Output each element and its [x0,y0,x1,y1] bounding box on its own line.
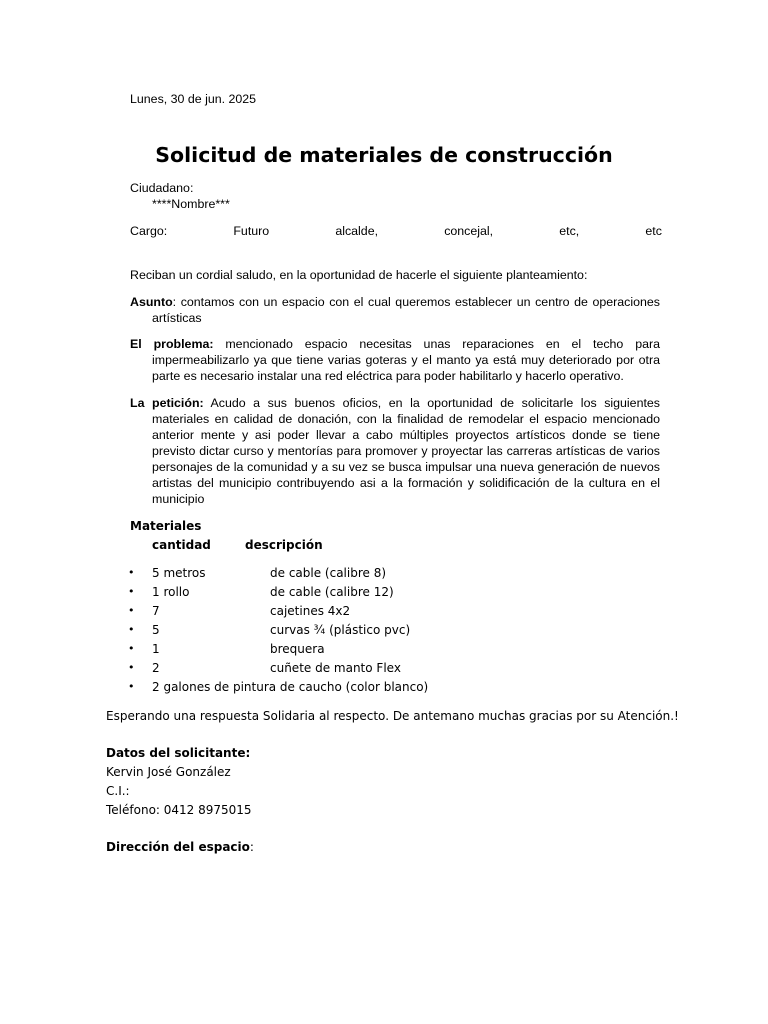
item-descripcion: de cable (calibre 12) [270,585,394,599]
cargo-line [130,224,662,238]
cargo-word: Futuro [233,224,270,238]
direccion-label: Dirección del espacio [106,840,250,854]
list-item [0,680,768,698]
list-item [0,642,768,660]
cargo-word: etc [645,224,662,238]
item-descripcion: curvas ¾ (plástico pvc) [270,623,411,637]
list-item [0,623,768,641]
list-item [0,604,768,622]
materiales-heading: Materiales [130,519,202,533]
bullet-icon: • [128,642,135,655]
cargo-word: etc, [559,224,580,238]
item-cantidad: 5 [152,623,160,637]
solicitante-ci: C.I.: [106,784,130,798]
asunto-text: : contamos con un espacio con el cual queremos establecer un centro de operaciones artísticas [152,295,660,325]
asunto-label: Asunto [130,295,173,309]
ciudadano-label: Ciudadano: [130,181,194,195]
item-cantidad: 1 [152,642,160,656]
date-line: Lunes, 30 de jun. 2025 [130,92,257,106]
solicitante-heading: Datos del solicitante: [106,746,251,760]
peticion-text: Acudo a sus buenos oficios, en la oportunidad de solicitarle los siguientes materiales en calidad de donación, con la finalidad de remodelar el espacio mencionado anterior mente y asi poder llevar a cabo múltiples proyectos artísticos donde se tiene previsto dictar curso y mentorías para promover y proyectar las carreras artísticas de varios personajes de la comunidad y a su vez se busca impulsar una nueva generación de nuevos artistas del municipio contribuyendo asi a la formación y solidificación de la cultura en el municipio [152,396,660,506]
bullet-icon: • [128,661,135,674]
item-descripcion: brequera [270,642,325,656]
solicitante-phone: Teléfono: 0412 8975015 [106,803,252,817]
cargo-word: concejal, [444,224,494,238]
bullet-icon: • [128,623,135,636]
item-descripcion: cuñete de manto Flex [270,661,401,675]
col-descripcion-header: descripción [245,538,323,552]
col-cantidad-header: cantidad [152,538,211,552]
item-descripcion: cajetines 4x2 [270,604,351,618]
cargo-label: Cargo: [130,224,168,238]
greeting-paragraph: Reciban un cordial saludo, en la oportunidad de hacerle el siguiente planteamiento: [130,268,588,282]
list-item [0,566,768,584]
direccion-colon: : [249,840,254,854]
peticion-paragraph [130,395,660,507]
item-cantidad: 2 [152,661,160,675]
closing-paragraph: Esperando una respuesta Solidaria al respecto. De antemano muchas gracias por su Atención.! [106,709,679,723]
item-descripcion: de cable (calibre 8) [270,566,387,580]
problema-paragraph [130,336,660,384]
bullet-icon: • [128,604,135,617]
problema-label: El problema: [130,337,214,351]
cargo-word: alcalde, [335,224,379,238]
bullet-icon: • [128,566,135,579]
item-cantidad: 1 rollo [152,585,190,599]
peticion-label: La petición: [130,396,204,410]
asunto-paragraph [130,294,660,326]
list-item [0,661,768,679]
list-item [0,585,768,603]
solicitante-name: Kervin José González [106,765,231,779]
problema-text: mencionado espacio necesitas unas reparaciones en el techo para impermeabilizarlo ya que tiene varias goteras y el manto ya está muy deteriorado por otra parte es necesario instalar una red eléctrica para poder habilitarlo y hacerlo operativo. [152,337,660,383]
item-full-text: 2 galones de pintura de caucho (color blanco) [152,680,429,694]
direccion-line [106,840,254,854]
recipient-name: ****Nombre*** [152,197,230,211]
bullet-icon: • [128,680,135,693]
item-cantidad: 5 metros [152,566,206,580]
item-cantidad: 7 [152,604,160,618]
page-title: Solicitud de materiales de construcción [155,143,613,167]
bullet-icon: • [128,585,135,598]
